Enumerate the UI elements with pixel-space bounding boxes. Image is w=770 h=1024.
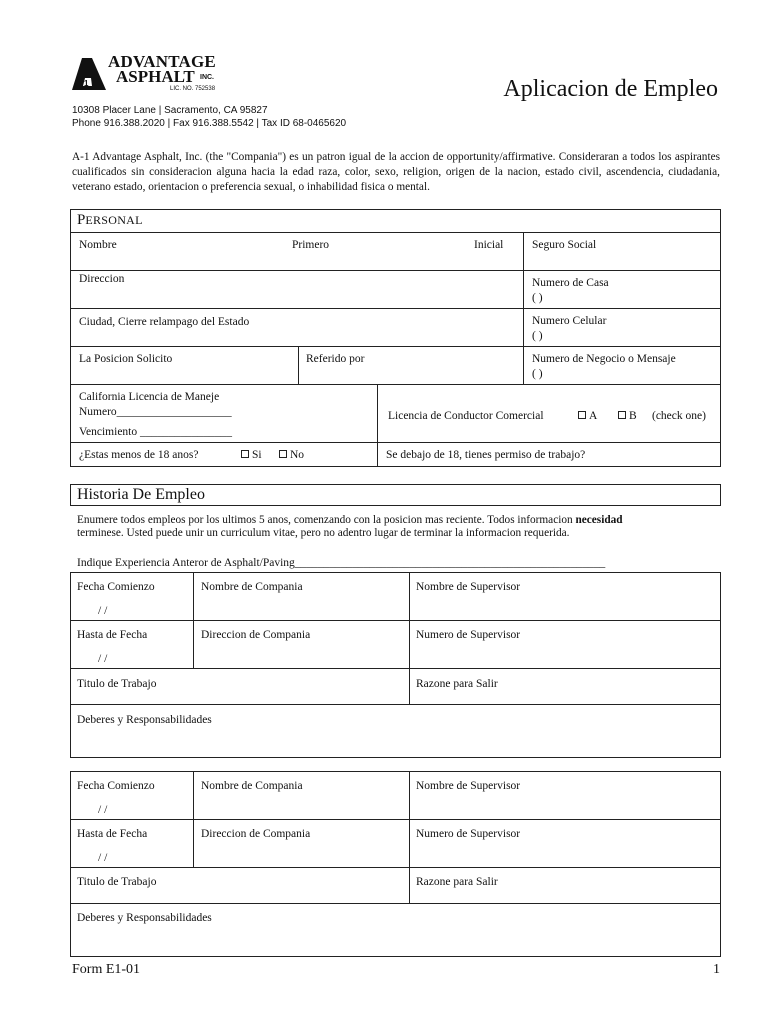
logo-text-asphalt: ASPHALT xyxy=(116,67,195,86)
option-a-checkbox[interactable]: A xyxy=(578,409,597,423)
menos-18-label: ¿Estas menos de 18 anos? xyxy=(79,449,199,461)
permiso-label: Se debajo de 18, tienes permiso de trabajo? xyxy=(386,449,586,461)
numero-negocio-paren: ( ) xyxy=(532,368,543,380)
numero-celular-paren: ( ) xyxy=(532,330,543,342)
numero-casa-paren: ( ) xyxy=(532,292,543,304)
checkbox-icon xyxy=(618,411,626,419)
razone-salir-label: Razone para Salir xyxy=(416,678,498,690)
employment-block-1 xyxy=(70,572,721,758)
checkbox-icon xyxy=(578,411,586,419)
deberes-label: Deberes y Responsabilidades xyxy=(77,912,212,924)
company-address xyxy=(72,104,346,130)
checkbox-icon xyxy=(241,450,249,458)
historia-description: Enumere todos empleos por los ultimos 5 anos, comenzando con la posicion mas reciente. Todos informacion necesidad terminese. Usted puede unir un curriculum vitae, pero no adentro lugar de terminar la informacion requerida. xyxy=(77,514,623,539)
nombre-compania-label: Nombre de Compania xyxy=(201,780,303,792)
deberes-label: Deberes y Responsabilidades xyxy=(77,714,212,726)
logo-text-advantage: ADVANTAGE xyxy=(108,52,216,71)
si-checkbox[interactable]: Si xyxy=(241,448,262,462)
hasta-fecha-date[interactable]: / / xyxy=(98,852,108,864)
numero-supervisor-label: Numero de Supervisor xyxy=(416,629,521,641)
licencia-comercial-label: Licencia de Conductor Comercial xyxy=(388,410,544,422)
numero-supervisor-label: Numero de Supervisor xyxy=(416,828,521,840)
referido-label: Referido por xyxy=(306,353,365,365)
employment-block-2 xyxy=(70,771,721,957)
logo-license: LIC. NO. 752538 xyxy=(170,86,216,92)
intro-paragraph: A-1 Advantage Asphalt, Inc. (the "Compania") es un patron igual de la accion de opportunity/affirmative. Consideraran a todos los aspirantes cualificados sin consideracion alguna hacia la edad raza, color, sexo, religion, origen de la nacion, estado civil, ascendencia, ciudadania, veterano estado, orientacion o preferencia sexual, o inhabilidad fisica o mental. xyxy=(72,151,720,193)
fecha-comienzo-label: Fecha Comienzo xyxy=(77,780,155,792)
posicion-label: La Posicion Solicito xyxy=(79,353,173,365)
experiencia-asphalt-field[interactable]: Indique Experiencia Anteror de Asphalt/Paving______________________________________________________ xyxy=(77,557,606,569)
nombre-label: Nombre xyxy=(79,239,117,251)
direccion-compania-label: Direccion de Compania xyxy=(201,629,311,641)
hasta-fecha-label: Hasta de Fecha xyxy=(77,629,148,641)
no-checkbox[interactable]: No xyxy=(279,448,304,462)
page-number: 1 xyxy=(713,962,720,977)
numero-celular-label: Numero Celular xyxy=(532,315,607,327)
direccion-compania-label: Direccion de Compania xyxy=(201,828,311,840)
primero-label: Primero xyxy=(292,239,330,251)
inicial-label: Inicial xyxy=(474,239,504,251)
personal-title: PERSONAL xyxy=(77,212,143,228)
page-title: Aplicacion de Empleo xyxy=(503,76,718,102)
fecha-comienzo-label: Fecha Comienzo xyxy=(77,581,155,593)
ciudad-label: Ciudad, Cierre relampago del Estado xyxy=(79,316,250,328)
hasta-fecha-label: Hasta de Fecha xyxy=(77,828,148,840)
historia-title: Historia De Empleo xyxy=(77,486,205,503)
seguro-social-label: Seguro Social xyxy=(532,239,597,251)
fecha-comienzo-date[interactable]: / / xyxy=(98,605,108,617)
licencia-label: California Licencia de Maneje xyxy=(79,391,220,403)
nombre-compania-label: Nombre de Compania xyxy=(201,581,303,593)
address-line: 10308 Placer Lane | Sacramento, CA 95827 xyxy=(72,105,268,116)
licencia-numero-field[interactable]: Numero____________________ xyxy=(79,406,232,418)
numero-casa-label: Numero de Casa xyxy=(532,277,609,289)
logo-text-inc: INC. xyxy=(200,74,214,81)
asphalt-logo-icon xyxy=(70,56,110,92)
hasta-fecha-date[interactable]: / / xyxy=(98,653,108,665)
numero-negocio-label: Numero de Negocio o Mensaje xyxy=(532,353,676,365)
form-number: Form E1-01 xyxy=(72,962,141,977)
check-one-note: (check one) xyxy=(652,410,706,422)
titulo-trabajo-label: Titulo de Trabajo xyxy=(77,678,157,690)
titulo-trabajo-label: Titulo de Trabajo xyxy=(77,876,157,888)
option-b-checkbox[interactable]: B xyxy=(618,409,637,423)
licencia-vencimiento-field[interactable]: Vencimiento ________________ xyxy=(79,426,232,438)
razone-salir-label: Razone para Salir xyxy=(416,876,498,888)
nombre-supervisor-label: Nombre de Supervisor xyxy=(416,780,521,792)
nombre-supervisor-label: Nombre de Supervisor xyxy=(416,581,521,593)
svg-text:1: 1 xyxy=(84,79,89,88)
fecha-comienzo-date[interactable]: / / xyxy=(98,804,108,816)
contact-line: Phone 916.388.2020 | Fax 916.388.5542 | Tax ID 68-0465620 xyxy=(72,118,347,129)
checkbox-icon xyxy=(279,450,287,458)
company-logo xyxy=(70,54,220,98)
direccion-label: Direccion xyxy=(79,273,125,285)
